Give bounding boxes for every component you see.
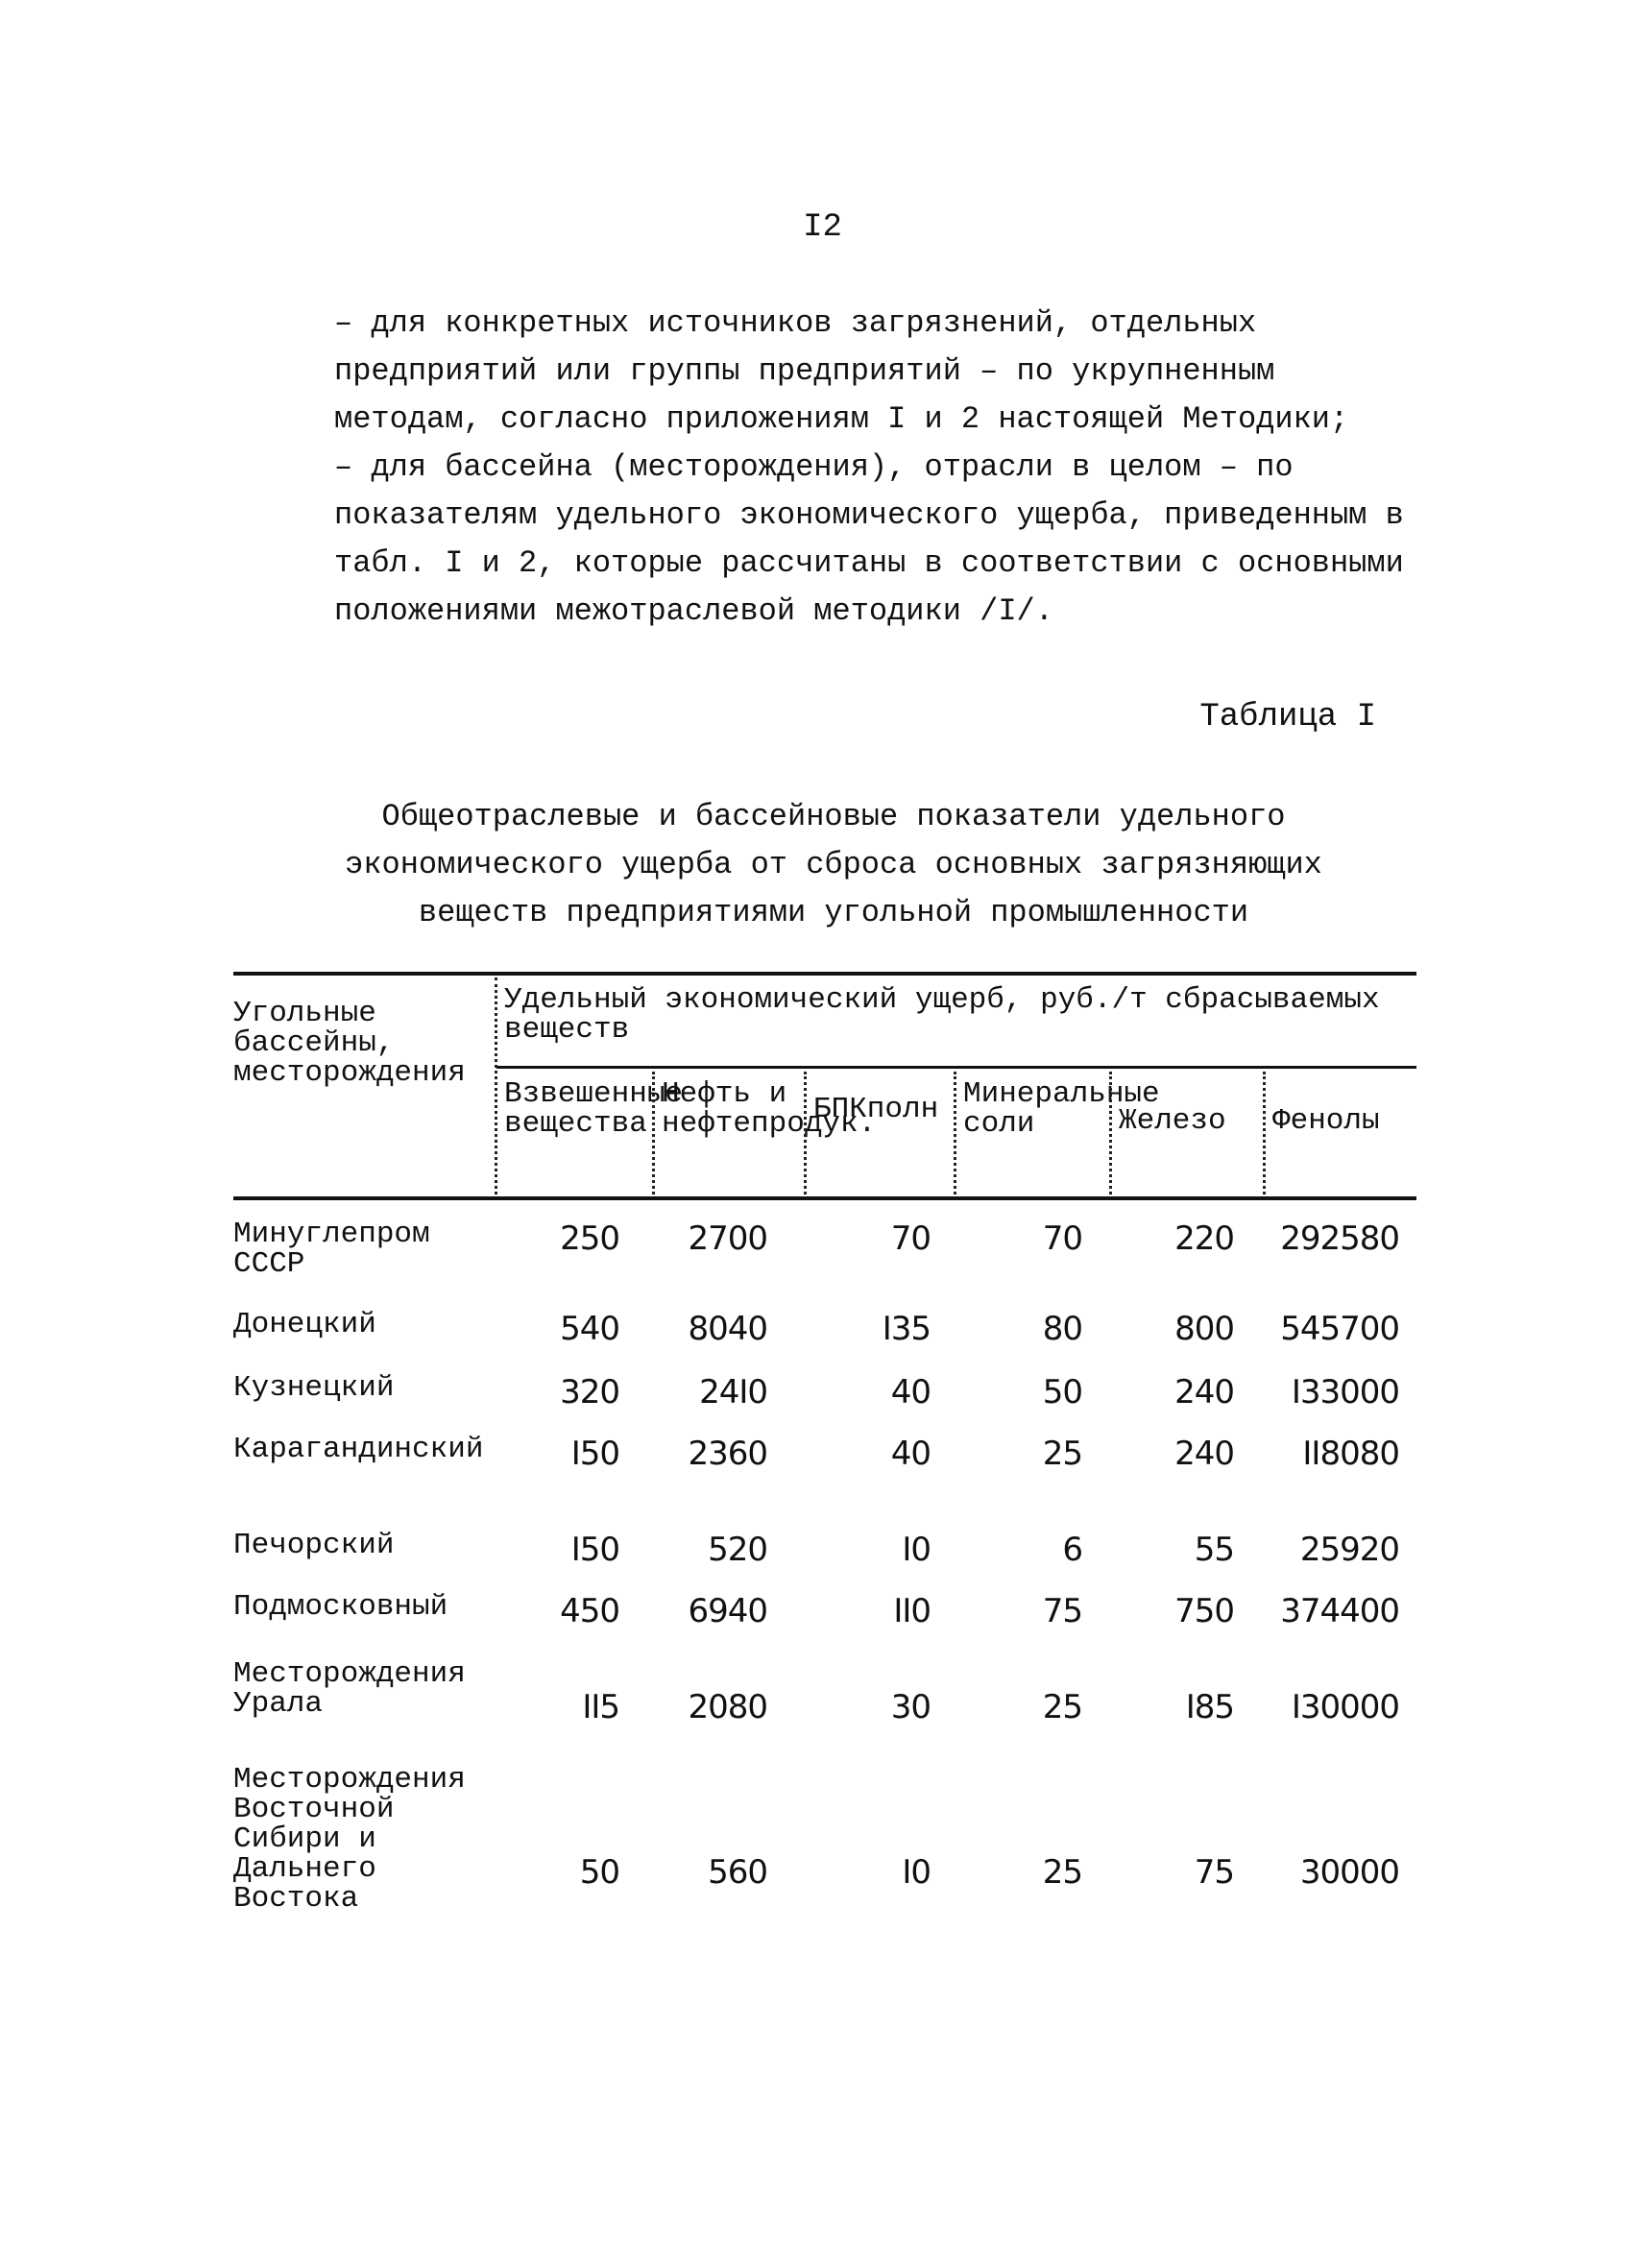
row-name: Минуглепром СССР (233, 1218, 430, 1281)
table-cell: II8080 (1302, 1435, 1399, 1473)
table-cell: 30 (890, 1688, 931, 1726)
table-cell: II0 (893, 1592, 931, 1630)
table-cell: 55 (1194, 1531, 1234, 1569)
table-cell: I35 (882, 1310, 931, 1348)
table-cell: 320 (560, 1373, 619, 1411)
table-cell: I0 (902, 1531, 931, 1569)
table-cell: 75 (1194, 1853, 1234, 1892)
column-header: Взвешенные вещества (504, 1077, 684, 1141)
table-top-rule (233, 972, 1416, 976)
table-cell: 25 (1042, 1688, 1082, 1726)
table-cell: I85 (1185, 1688, 1234, 1726)
group-header: Удельный экономический ущерб, руб./т сбрасываемых веществ (504, 983, 1380, 1047)
table-cell: 450 (560, 1592, 619, 1630)
table-title-line: Общеотраслевые и бассейновые показатели удельного (381, 799, 1286, 834)
table-cell: 520 (708, 1531, 767, 1569)
column-separator (495, 977, 497, 1194)
table-cell: 240 (1174, 1373, 1234, 1411)
table-cell: I0 (902, 1853, 931, 1892)
table-cell: 70 (1042, 1219, 1082, 1258)
row-name: Донецкий (233, 1308, 376, 1341)
column-separator (1109, 1072, 1112, 1194)
table-label: Таблица I (1199, 699, 1376, 736)
table-cell: I33000 (1291, 1373, 1399, 1411)
table-cell: 2700 (688, 1219, 767, 1258)
table-cell: 2360 (688, 1435, 767, 1473)
column-separator (652, 1072, 655, 1194)
table-cell: 50 (1042, 1373, 1082, 1411)
table-cell: 75 (1042, 1592, 1082, 1630)
table-cell: 80 (1042, 1310, 1082, 1348)
table-cell: 50 (579, 1853, 619, 1892)
table-cell: II5 (582, 1688, 619, 1726)
table-cell: 250 (560, 1219, 619, 1258)
table-title (238, 793, 1429, 937)
table-cell: 8040 (688, 1310, 767, 1348)
column-separator (804, 1072, 807, 1194)
table-cell: 40 (890, 1373, 931, 1411)
row-name: Месторождения Урала (233, 1657, 466, 1721)
table-header-rule (233, 1196, 1416, 1200)
page-number: I2 (803, 209, 842, 246)
table-cell: 220 (1174, 1219, 1234, 1258)
table-cell: 750 (1174, 1592, 1234, 1630)
column-separator (954, 1072, 956, 1194)
table-cell: 545700 (1280, 1310, 1399, 1348)
table-cell: 25920 (1299, 1531, 1399, 1569)
column-header: Железо (1119, 1104, 1226, 1138)
column-separator (1263, 1072, 1266, 1194)
row-name: Месторождения Восточной Сибири и Дальнего Востока (233, 1763, 466, 1916)
table-cell: 30000 (1299, 1853, 1399, 1892)
column-header: Минеральные соли (963, 1077, 1160, 1141)
body-text (238, 300, 1429, 636)
row-name: Карагандинский (233, 1433, 484, 1466)
table-cell: 6940 (688, 1592, 767, 1630)
table-title-line: экономического ущерба от сброса основных загрязняющих (345, 847, 1322, 882)
paragraph: – для конкретных источников загрязнений, отдельных предприятий или группы предприятий – по укрупненным методам, согласно приложениям I и 2 настоящей Методики; (334, 305, 1349, 437)
table-cell: 2080 (688, 1688, 767, 1726)
table-cell: 540 (560, 1310, 619, 1348)
column-header: Фенолы (1272, 1104, 1380, 1138)
table-title-line: веществ предприятиями угольной промышленности (418, 895, 1249, 930)
row-header: Угольные бассейны, месторождения (233, 997, 466, 1090)
table-cell: 292580 (1280, 1219, 1399, 1258)
table-cell: I30000 (1291, 1688, 1399, 1726)
table-cell: 70 (890, 1219, 931, 1258)
table-cell: 25 (1042, 1853, 1082, 1892)
table-cell: 6 (1062, 1531, 1082, 1569)
column-header: Нефть и нефтепродук. (662, 1077, 877, 1141)
paragraph: – для бассейна (месторождения), отрасли в целом – по показателям удельного экономического ущерба, приведенным в табл. I и 2, которые рассчитаны в соответствии с основными положениями межотраслевой методики /I/. (334, 449, 1404, 629)
table-cell: 800 (1174, 1310, 1234, 1348)
table-cell: I50 (570, 1531, 619, 1569)
group-header-rule (496, 1066, 1416, 1069)
row-name: Печорский (233, 1529, 395, 1562)
table-cell: 24I0 (699, 1373, 767, 1411)
table-cell: I50 (570, 1435, 619, 1473)
table-cell: 560 (708, 1853, 767, 1892)
table-cell: 240 (1174, 1435, 1234, 1473)
table-cell: 40 (890, 1435, 931, 1473)
column-header: БПКполн (813, 1093, 939, 1126)
row-name: Подмосковный (233, 1590, 448, 1624)
table-cell: 25 (1042, 1435, 1082, 1473)
table-cell: 374400 (1280, 1592, 1399, 1630)
row-name: Кузнецкий (233, 1371, 395, 1405)
